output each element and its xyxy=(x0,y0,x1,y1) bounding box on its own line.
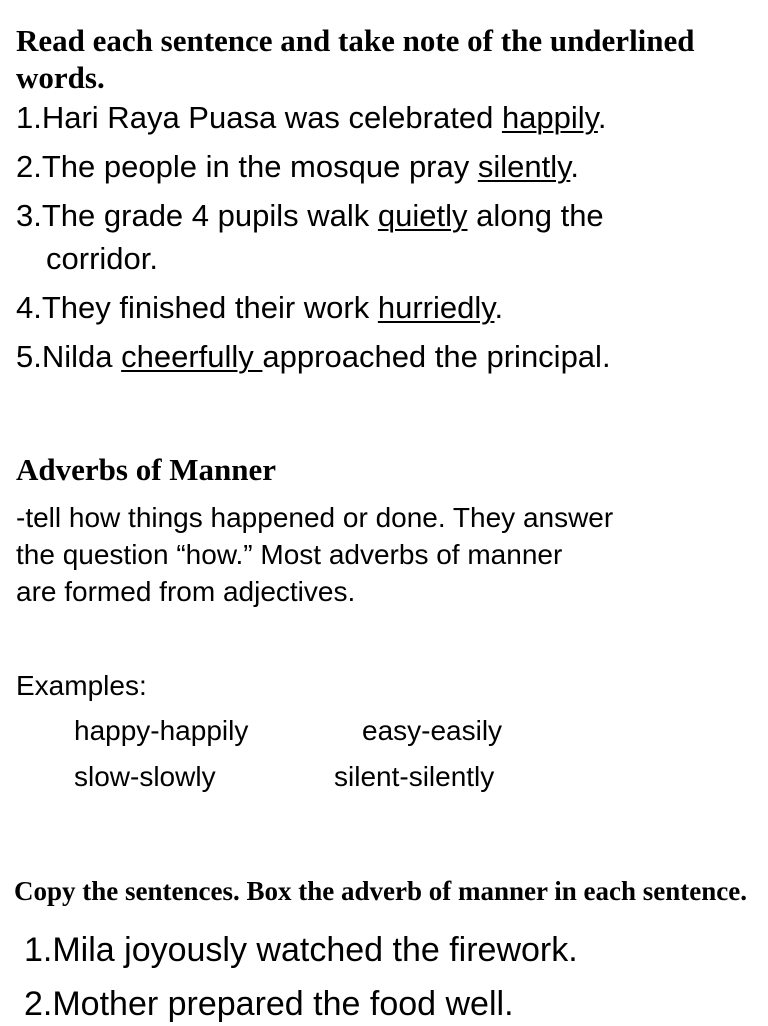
underlined-word: hurriedly xyxy=(377,290,495,325)
sentence-3: 3.The grade 4 pupils walk quietly along the xyxy=(16,198,604,233)
example-item: easy-easily xyxy=(362,715,503,746)
task-sentence-2: 2.Mother prepared the food well. xyxy=(24,985,514,1023)
underlined-word: quietly xyxy=(377,198,468,233)
sentence-2: 2.The people in the mosque pray silently. xyxy=(16,149,579,184)
underlined-word: silently xyxy=(477,149,571,184)
underlined-word: cheerfully xyxy=(121,339,263,374)
examples-label: Examples: xyxy=(16,670,147,701)
sentence-5: 5.Nilda cheerfully approached the principal. xyxy=(16,339,611,374)
description-line: are formed from adjectives. xyxy=(16,576,356,607)
sentence-4: 4.They finished their work hurriedly. xyxy=(16,290,504,325)
description-line: the question “how.” Most adverbs of manner xyxy=(16,539,563,570)
task-instruction: Copy the sentences. Box the adverb of manner in each sentence. xyxy=(14,876,747,906)
sentence-1: 1.Hari Raya Puasa was celebrated happily. xyxy=(16,100,607,135)
task-sentence-1: 1.Mila joyously watched the firework. xyxy=(24,931,578,969)
example-item: happy-happily xyxy=(74,715,249,746)
adverbs-heading: Adverbs of Manner xyxy=(16,452,277,487)
intro-heading: Read each sentence and take note of the underlined words. xyxy=(16,23,695,95)
example-item: silent-silently xyxy=(334,761,495,792)
underlined-word: happily xyxy=(501,100,598,135)
description-line: -tell how things happened or done. They answer xyxy=(16,502,614,533)
sentence-3-continuation: corridor. xyxy=(46,241,158,276)
example-item: slow-slowly xyxy=(74,761,216,792)
